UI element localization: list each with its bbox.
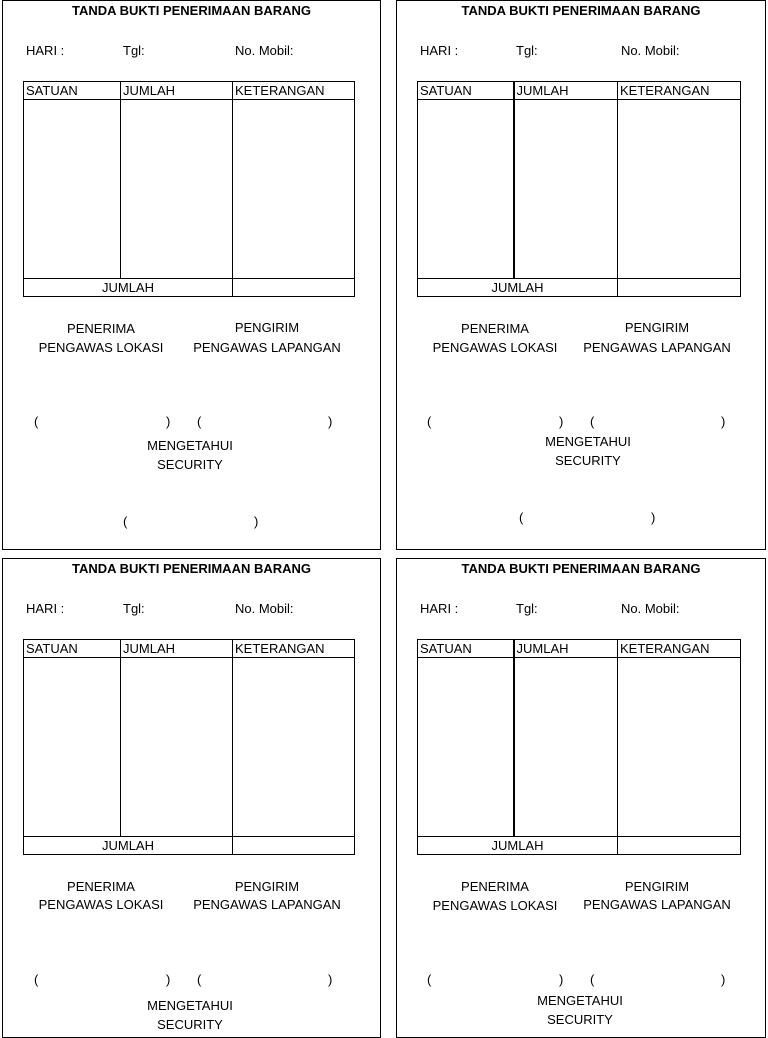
sig-open-paren: ( bbox=[34, 972, 39, 987]
cell-keterangan[interactable] bbox=[233, 100, 355, 279]
sig-open-paren: ( bbox=[197, 414, 202, 429]
items-table bbox=[417, 639, 741, 855]
pengawas-lokasi-label: PENGAWAS LOKASI bbox=[432, 898, 558, 913]
mengetahui-label: MENGETAHUI bbox=[545, 434, 631, 449]
header-keterangan: KETERANGAN bbox=[618, 82, 741, 100]
cell-jumlah[interactable] bbox=[121, 658, 233, 837]
security-label: SECURITY bbox=[555, 453, 621, 468]
form-title: TANDA BUKTI PENERIMAAN BARANG bbox=[461, 561, 701, 576]
header-keterangan: KETERANGAN bbox=[618, 640, 741, 658]
pengawas-lapangan-label: PENGAWAS LAPANGAN bbox=[193, 897, 341, 912]
items-table bbox=[23, 81, 355, 297]
header-satuan: SATUAN bbox=[24, 82, 121, 100]
sig-close-paren: ) bbox=[328, 972, 333, 987]
total-label: JUMLAH bbox=[418, 837, 618, 855]
penerima-label: PENERIMA bbox=[461, 879, 529, 894]
hari-label: HARI : bbox=[420, 601, 459, 616]
hari-label: HARI : bbox=[26, 601, 65, 616]
sig-close-paren: ) bbox=[166, 972, 171, 987]
cell-satuan[interactable] bbox=[418, 100, 514, 279]
cell-keterangan[interactable] bbox=[233, 658, 355, 837]
sig-open-paren: ( bbox=[197, 972, 202, 987]
total-label: JUMLAH bbox=[24, 837, 233, 855]
cell-satuan[interactable] bbox=[24, 100, 121, 279]
tgl-label: Tgl: bbox=[516, 43, 538, 58]
sig-open-paren: ( bbox=[427, 414, 432, 429]
penerima-label: PENERIMA bbox=[67, 879, 135, 894]
cell-jumlah[interactable] bbox=[514, 100, 618, 279]
pengawas-lapangan-label: PENGAWAS LAPANGAN bbox=[193, 340, 341, 355]
pengawas-lapangan-label: PENGAWAS LAPANGAN bbox=[583, 340, 731, 355]
header-jumlah: JUMLAH bbox=[121, 82, 233, 100]
header-jumlah: JUMLAH bbox=[121, 640, 233, 658]
sig-open-paren: ( bbox=[590, 414, 595, 429]
sig-close-paren: ) bbox=[721, 414, 726, 429]
form-title: TANDA BUKTI PENERIMAAN BARANG bbox=[71, 561, 312, 576]
total-label: JUMLAH bbox=[418, 279, 618, 297]
mengetahui-label: MENGETAHUI bbox=[147, 438, 233, 453]
sig-close-paren: ) bbox=[328, 414, 333, 429]
sig-open-paren: ( bbox=[34, 414, 39, 429]
sig-close-paren: ) bbox=[721, 972, 726, 987]
sig-close-paren: ) bbox=[254, 514, 259, 529]
header-jumlah: JUMLAH bbox=[514, 82, 618, 100]
header-satuan: SATUAN bbox=[24, 640, 121, 658]
total-value[interactable] bbox=[618, 837, 741, 855]
no-mobil-label: No. Mobil: bbox=[621, 601, 680, 616]
sig-close-paren: ) bbox=[166, 414, 171, 429]
sig-close-paren: ) bbox=[559, 972, 564, 987]
receipt-form-2 bbox=[396, 0, 766, 550]
no-mobil-label: No. Mobil: bbox=[235, 601, 294, 616]
cell-keterangan[interactable] bbox=[618, 100, 741, 279]
header-satuan: SATUAN bbox=[418, 82, 514, 100]
cell-satuan[interactable] bbox=[418, 658, 514, 837]
total-value[interactable] bbox=[618, 279, 741, 297]
form-title: TANDA BUKTI PENERIMAAN BARANG bbox=[71, 3, 312, 18]
total-label: JUMLAH bbox=[24, 279, 233, 297]
cell-jumlah[interactable] bbox=[121, 100, 233, 279]
header-jumlah: JUMLAH bbox=[514, 640, 618, 658]
sig-open-paren: ( bbox=[123, 514, 128, 529]
hari-label: HARI : bbox=[26, 43, 65, 58]
form-title: TANDA BUKTI PENERIMAAN BARANG bbox=[461, 3, 701, 18]
pengawas-lokasi-label: PENGAWAS LOKASI bbox=[38, 897, 164, 912]
pengirim-label: PENGIRIM bbox=[234, 879, 300, 894]
tgl-label: Tgl: bbox=[516, 601, 538, 616]
security-label: SECURITY bbox=[157, 1017, 223, 1032]
sig-open-paren: ( bbox=[590, 972, 595, 987]
mengetahui-label: MENGETAHUI bbox=[537, 993, 623, 1008]
sig-close-paren: ) bbox=[559, 414, 564, 429]
pengirim-label: PENGIRIM bbox=[624, 879, 690, 894]
header-keterangan: KETERANGAN bbox=[233, 82, 355, 100]
sig-open-paren: ( bbox=[519, 510, 524, 525]
no-mobil-label: No. Mobil: bbox=[621, 43, 680, 58]
security-label: SECURITY bbox=[157, 457, 223, 472]
sig-open-paren: ( bbox=[427, 972, 432, 987]
tgl-label: Tgl: bbox=[123, 601, 145, 616]
security-label: SECURITY bbox=[547, 1012, 613, 1027]
receipt-form-3 bbox=[2, 558, 381, 1038]
header-keterangan: KETERANGAN bbox=[233, 640, 355, 658]
pengirim-label: PENGIRIM bbox=[624, 320, 690, 335]
no-mobil-label: No. Mobil: bbox=[235, 43, 294, 58]
penerima-label: PENERIMA bbox=[67, 321, 135, 336]
receipt-form-4 bbox=[396, 558, 766, 1038]
pengawas-lokasi-label: PENGAWAS LOKASI bbox=[432, 340, 558, 355]
items-table bbox=[23, 639, 355, 855]
items-table bbox=[417, 81, 741, 297]
cell-keterangan[interactable] bbox=[618, 658, 741, 837]
mengetahui-label: MENGETAHUI bbox=[147, 998, 233, 1013]
sig-close-paren: ) bbox=[651, 510, 656, 525]
total-value[interactable] bbox=[233, 279, 355, 297]
pengirim-label: PENGIRIM bbox=[234, 320, 300, 335]
penerima-label: PENERIMA bbox=[461, 321, 529, 336]
cell-satuan[interactable] bbox=[24, 658, 121, 837]
total-value[interactable] bbox=[233, 837, 355, 855]
cell-jumlah[interactable] bbox=[514, 658, 618, 837]
pengawas-lokasi-label: PENGAWAS LOKASI bbox=[38, 340, 164, 355]
receipt-form-1 bbox=[2, 0, 381, 550]
tgl-label: Tgl: bbox=[123, 43, 145, 58]
header-satuan: SATUAN bbox=[418, 640, 514, 658]
pengawas-lapangan-label: PENGAWAS LAPANGAN bbox=[583, 897, 731, 912]
hari-label: HARI : bbox=[420, 43, 459, 58]
